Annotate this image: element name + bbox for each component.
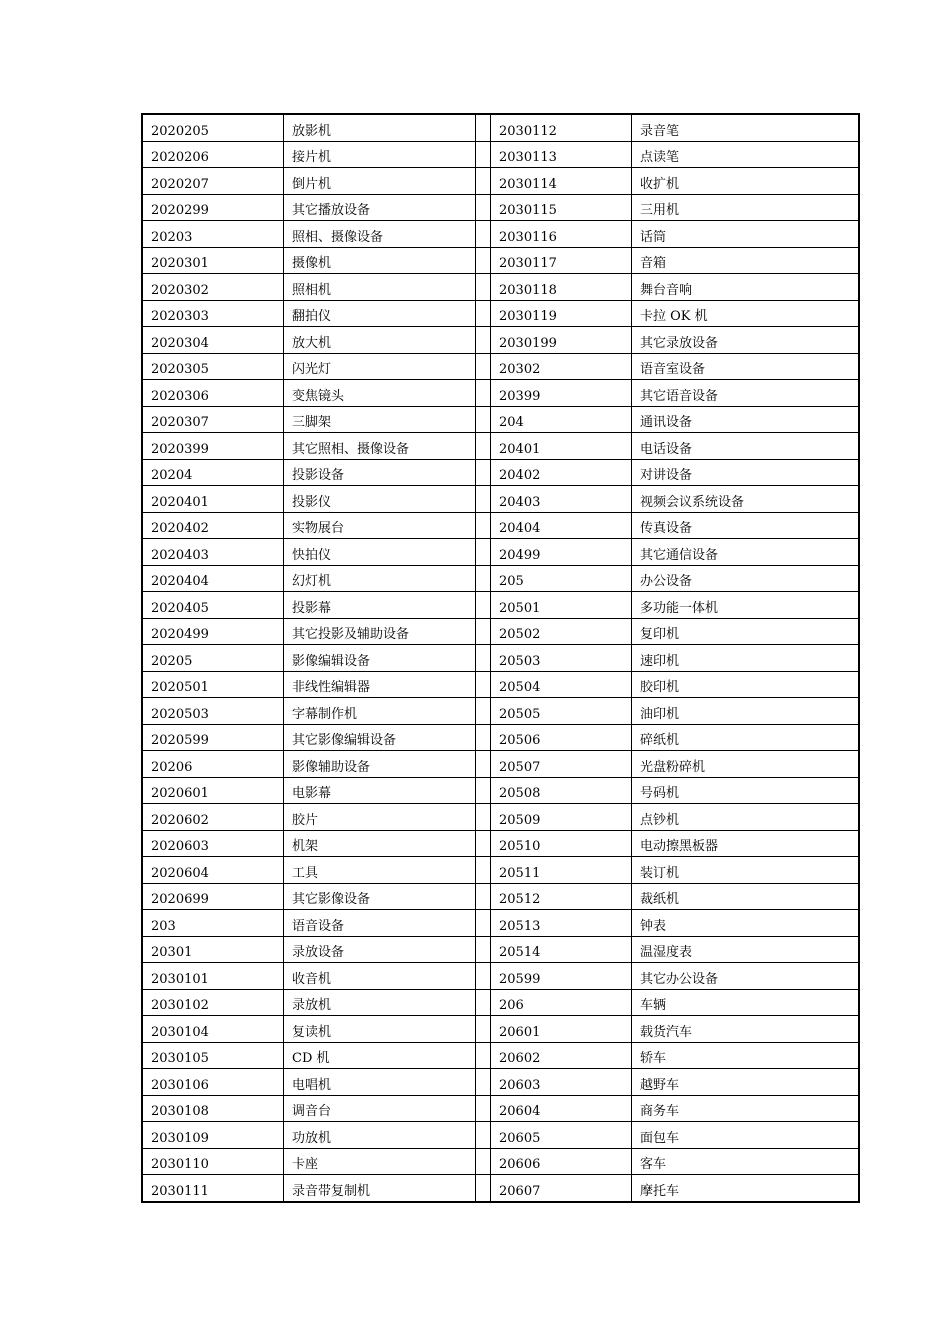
right-code-cell: 20501 [491, 592, 632, 619]
left-name-cell: 语音设备 [284, 910, 476, 937]
gap-cell [476, 592, 491, 619]
left-name-cell: 快拍仪 [284, 539, 476, 566]
left-name-cell: 录放设备 [284, 936, 476, 963]
gap-cell [476, 247, 491, 274]
left-code-cell: 2030101 [143, 963, 284, 990]
table-row [143, 1042, 860, 1069]
gap-cell [476, 804, 491, 831]
left-name-cell: 接片机 [284, 141, 476, 168]
right-name-cell: 点钞机 [632, 804, 860, 831]
right-name-cell: 光盘粉碎机 [632, 751, 860, 778]
right-code-cell: 2030115 [491, 194, 632, 221]
gap-cell [476, 1095, 491, 1122]
right-name-cell: 舞台音响 [632, 274, 860, 301]
left-code-cell: 2020403 [143, 539, 284, 566]
left-code-cell: 2020501 [143, 671, 284, 698]
left-name-cell: 卡座 [284, 1148, 476, 1175]
gap-cell [476, 327, 491, 354]
right-name-cell: 商务车 [632, 1095, 860, 1122]
left-name-cell: 投影设备 [284, 459, 476, 486]
left-name-cell: 字幕制作机 [284, 698, 476, 725]
table-row [143, 1016, 860, 1043]
left-code-cell: 2020205 [143, 115, 284, 142]
table-row [143, 936, 860, 963]
gap-cell [476, 857, 491, 884]
right-code-cell: 20502 [491, 618, 632, 645]
left-code-cell: 2030111 [143, 1175, 284, 1202]
left-name-cell: 摄像机 [284, 247, 476, 274]
left-name-cell: 影像编辑设备 [284, 645, 476, 672]
left-name-cell: 放大机 [284, 327, 476, 354]
left-code-cell: 2020306 [143, 380, 284, 407]
left-code-cell: 2020206 [143, 141, 284, 168]
left-code-cell: 2020305 [143, 353, 284, 380]
gap-cell [476, 910, 491, 937]
right-name-cell: 办公设备 [632, 565, 860, 592]
table-row [143, 698, 860, 725]
right-code-cell: 20601 [491, 1016, 632, 1043]
right-code-cell: 20505 [491, 698, 632, 725]
right-code-cell: 206 [491, 989, 632, 1016]
right-code-cell: 2030118 [491, 274, 632, 301]
left-code-cell: 2020599 [143, 724, 284, 751]
left-code-cell: 2030106 [143, 1069, 284, 1096]
left-code-cell: 2030109 [143, 1122, 284, 1149]
left-code-cell: 2020405 [143, 592, 284, 619]
gap-cell [476, 380, 491, 407]
gap-cell [476, 168, 491, 195]
table-row [143, 194, 860, 221]
gap-cell [476, 300, 491, 327]
right-code-cell: 2030116 [491, 221, 632, 248]
right-code-cell: 2030199 [491, 327, 632, 354]
right-name-cell: 电动擦黑板器 [632, 830, 860, 857]
gap-cell [476, 618, 491, 645]
table-row [143, 804, 860, 831]
right-name-cell: 卡拉 OK 机 [632, 300, 860, 327]
right-name-cell: 其它办公设备 [632, 963, 860, 990]
left-name-cell: 实物展台 [284, 512, 476, 539]
gap-cell [476, 459, 491, 486]
left-name-cell: 倒片机 [284, 168, 476, 195]
right-name-cell: 收扩机 [632, 168, 860, 195]
right-name-cell: 面包车 [632, 1122, 860, 1149]
gap-cell [476, 724, 491, 751]
table-row [143, 963, 860, 990]
right-name-cell: 三用机 [632, 194, 860, 221]
left-code-cell: 2030110 [143, 1148, 284, 1175]
right-code-cell: 20499 [491, 539, 632, 566]
right-code-cell: 20503 [491, 645, 632, 672]
left-code-cell: 2020304 [143, 327, 284, 354]
left-code-cell: 2020303 [143, 300, 284, 327]
table-row [143, 380, 860, 407]
gap-cell [476, 1069, 491, 1096]
right-code-cell: 204 [491, 406, 632, 433]
left-code-cell: 20205 [143, 645, 284, 672]
right-code-cell: 20606 [491, 1148, 632, 1175]
right-name-cell: 轿车 [632, 1042, 860, 1069]
table-row [143, 221, 860, 248]
right-code-cell: 20399 [491, 380, 632, 407]
left-code-cell: 2020307 [143, 406, 284, 433]
right-code-cell: 20512 [491, 883, 632, 910]
left-name-cell: 机架 [284, 830, 476, 857]
table-row [143, 618, 860, 645]
gap-cell [476, 1175, 491, 1202]
gap-cell [476, 512, 491, 539]
left-name-cell: 复读机 [284, 1016, 476, 1043]
right-name-cell: 其它语音设备 [632, 380, 860, 407]
table-row [143, 1148, 860, 1175]
right-name-cell: 客车 [632, 1148, 860, 1175]
right-name-cell: 通讯设备 [632, 406, 860, 433]
right-name-cell: 传真设备 [632, 512, 860, 539]
right-code-cell: 20605 [491, 1122, 632, 1149]
left-name-cell: 投影仪 [284, 486, 476, 513]
left-name-cell: 录音带复制机 [284, 1175, 476, 1202]
left-code-cell: 2030105 [143, 1042, 284, 1069]
table-row [143, 592, 860, 619]
equipment-code-table [142, 114, 860, 1202]
right-code-cell: 20507 [491, 751, 632, 778]
left-code-cell: 2030108 [143, 1095, 284, 1122]
right-name-cell: 钟表 [632, 910, 860, 937]
right-code-cell: 2030112 [491, 115, 632, 142]
table-row [143, 857, 860, 884]
gap-cell [476, 1122, 491, 1149]
gap-cell [476, 671, 491, 698]
left-name-cell: 其它照相、摄像设备 [284, 433, 476, 460]
table-row [143, 883, 860, 910]
gap-cell [476, 963, 491, 990]
left-name-cell: 工具 [284, 857, 476, 884]
table-row [143, 777, 860, 804]
right-name-cell: 点读笔 [632, 141, 860, 168]
right-code-cell: 20603 [491, 1069, 632, 1096]
gap-cell [476, 645, 491, 672]
left-code-cell: 2020401 [143, 486, 284, 513]
gap-cell [476, 830, 491, 857]
right-code-cell: 20511 [491, 857, 632, 884]
left-name-cell: 闪光灯 [284, 353, 476, 380]
gap-cell [476, 1148, 491, 1175]
table-row [143, 406, 860, 433]
left-code-cell: 20301 [143, 936, 284, 963]
left-code-cell: 20206 [143, 751, 284, 778]
right-code-cell: 20404 [491, 512, 632, 539]
right-code-cell: 20604 [491, 1095, 632, 1122]
left-code-cell: 2020302 [143, 274, 284, 301]
left-code-cell: 2030104 [143, 1016, 284, 1043]
left-code-cell: 2020399 [143, 433, 284, 460]
table-row [143, 830, 860, 857]
gap-cell [476, 698, 491, 725]
left-name-cell: 调音台 [284, 1095, 476, 1122]
table-row [143, 141, 860, 168]
right-code-cell: 20402 [491, 459, 632, 486]
right-name-cell: 其它录放设备 [632, 327, 860, 354]
table-row [143, 274, 860, 301]
table-row [143, 1069, 860, 1096]
right-code-cell: 2030113 [491, 141, 632, 168]
table-row [143, 645, 860, 672]
right-code-cell: 20599 [491, 963, 632, 990]
gap-cell [476, 406, 491, 433]
gap-cell [476, 1016, 491, 1043]
left-name-cell: 录放机 [284, 989, 476, 1016]
right-name-cell: 复印机 [632, 618, 860, 645]
gap-cell [476, 989, 491, 1016]
table-row [143, 1095, 860, 1122]
left-code-cell: 2020299 [143, 194, 284, 221]
right-name-cell: 音箱 [632, 247, 860, 274]
left-name-cell: 胶片 [284, 804, 476, 831]
table-row [143, 1175, 860, 1202]
left-name-cell: 非线性编辑器 [284, 671, 476, 698]
right-code-cell: 20401 [491, 433, 632, 460]
table-row [143, 353, 860, 380]
right-code-cell: 20506 [491, 724, 632, 751]
right-code-cell: 20514 [491, 936, 632, 963]
left-code-cell: 2020499 [143, 618, 284, 645]
left-name-cell: 幻灯机 [284, 565, 476, 592]
right-code-cell: 20607 [491, 1175, 632, 1202]
right-name-cell: 话筒 [632, 221, 860, 248]
left-code-cell: 2020699 [143, 883, 284, 910]
right-name-cell: 车辆 [632, 989, 860, 1016]
left-code-cell: 2030102 [143, 989, 284, 1016]
right-name-cell: 录音笔 [632, 115, 860, 142]
table-row [143, 433, 860, 460]
gap-cell [476, 194, 491, 221]
left-code-cell: 2020604 [143, 857, 284, 884]
table-row [143, 300, 860, 327]
left-code-cell: 2020603 [143, 830, 284, 857]
right-code-cell: 20504 [491, 671, 632, 698]
right-name-cell: 油印机 [632, 698, 860, 725]
table-row [143, 539, 860, 566]
gap-cell [476, 221, 491, 248]
right-name-cell: 裁纸机 [632, 883, 860, 910]
right-code-cell: 2030117 [491, 247, 632, 274]
right-code-cell: 20602 [491, 1042, 632, 1069]
right-name-cell: 胶印机 [632, 671, 860, 698]
right-code-cell: 20509 [491, 804, 632, 831]
right-name-cell: 多功能一体机 [632, 592, 860, 619]
right-code-cell: 20513 [491, 910, 632, 937]
table-row [143, 1122, 860, 1149]
gap-cell [476, 936, 491, 963]
table-row [143, 327, 860, 354]
left-code-cell: 20204 [143, 459, 284, 486]
left-code-cell: 2020402 [143, 512, 284, 539]
left-name-cell: 投影幕 [284, 592, 476, 619]
gap-cell [476, 883, 491, 910]
right-name-cell: 电话设备 [632, 433, 860, 460]
right-code-cell: 205 [491, 565, 632, 592]
gap-cell [476, 751, 491, 778]
table-body [143, 115, 860, 1202]
left-code-cell: 2020601 [143, 777, 284, 804]
left-code-cell: 2020404 [143, 565, 284, 592]
left-name-cell: 影像辅助设备 [284, 751, 476, 778]
table-row [143, 115, 860, 142]
right-name-cell: 视频会议系统设备 [632, 486, 860, 513]
left-name-cell: 电唱机 [284, 1069, 476, 1096]
right-code-cell: 2030119 [491, 300, 632, 327]
table-row [143, 751, 860, 778]
gap-cell [476, 539, 491, 566]
table-row [143, 989, 860, 1016]
left-name-cell: 翻拍仪 [284, 300, 476, 327]
gap-cell [476, 141, 491, 168]
gap-cell [476, 115, 491, 142]
left-name-cell: 其它影像设备 [284, 883, 476, 910]
left-code-cell: 2020301 [143, 247, 284, 274]
right-name-cell: 摩托车 [632, 1175, 860, 1202]
table-row [143, 247, 860, 274]
gap-cell [476, 777, 491, 804]
right-name-cell: 装订机 [632, 857, 860, 884]
left-name-cell: 变焦镜头 [284, 380, 476, 407]
left-name-cell: 其它影像编辑设备 [284, 724, 476, 751]
left-code-cell: 20203 [143, 221, 284, 248]
left-name-cell: 其它播放设备 [284, 194, 476, 221]
right-name-cell: 温湿度表 [632, 936, 860, 963]
left-name-cell: 收音机 [284, 963, 476, 990]
right-code-cell: 20508 [491, 777, 632, 804]
left-name-cell: 电影幕 [284, 777, 476, 804]
left-name-cell: 照相机 [284, 274, 476, 301]
right-code-cell: 20302 [491, 353, 632, 380]
table-row [143, 910, 860, 937]
gap-cell [476, 433, 491, 460]
left-name-cell: 放影机 [284, 115, 476, 142]
right-name-cell: 载货汽车 [632, 1016, 860, 1043]
left-name-cell: 三脚架 [284, 406, 476, 433]
gap-cell [476, 565, 491, 592]
right-name-cell: 速印机 [632, 645, 860, 672]
right-name-cell: 碎纸机 [632, 724, 860, 751]
right-name-cell: 语音室设备 [632, 353, 860, 380]
right-code-cell: 2030114 [491, 168, 632, 195]
right-name-cell: 越野车 [632, 1069, 860, 1096]
left-name-cell: 功放机 [284, 1122, 476, 1149]
gap-cell [476, 486, 491, 513]
table-row [143, 459, 860, 486]
gap-cell [476, 1042, 491, 1069]
gap-cell [476, 274, 491, 301]
table-row [143, 671, 860, 698]
table-row [143, 168, 860, 195]
right-name-cell: 号码机 [632, 777, 860, 804]
gap-cell [476, 353, 491, 380]
right-name-cell: 其它通信设备 [632, 539, 860, 566]
right-code-cell: 20510 [491, 830, 632, 857]
left-name-cell: CD 机 [284, 1042, 476, 1069]
left-code-cell: 2020503 [143, 698, 284, 725]
left-code-cell: 203 [143, 910, 284, 937]
right-code-cell: 20403 [491, 486, 632, 513]
table-row [143, 512, 860, 539]
left-code-cell: 2020602 [143, 804, 284, 831]
table-row [143, 565, 860, 592]
table-row [143, 486, 860, 513]
table-row [143, 724, 860, 751]
left-name-cell: 其它投影及辅助设备 [284, 618, 476, 645]
right-name-cell: 对讲设备 [632, 459, 860, 486]
left-name-cell: 照相、摄像设备 [284, 221, 476, 248]
left-code-cell: 2020207 [143, 168, 284, 195]
